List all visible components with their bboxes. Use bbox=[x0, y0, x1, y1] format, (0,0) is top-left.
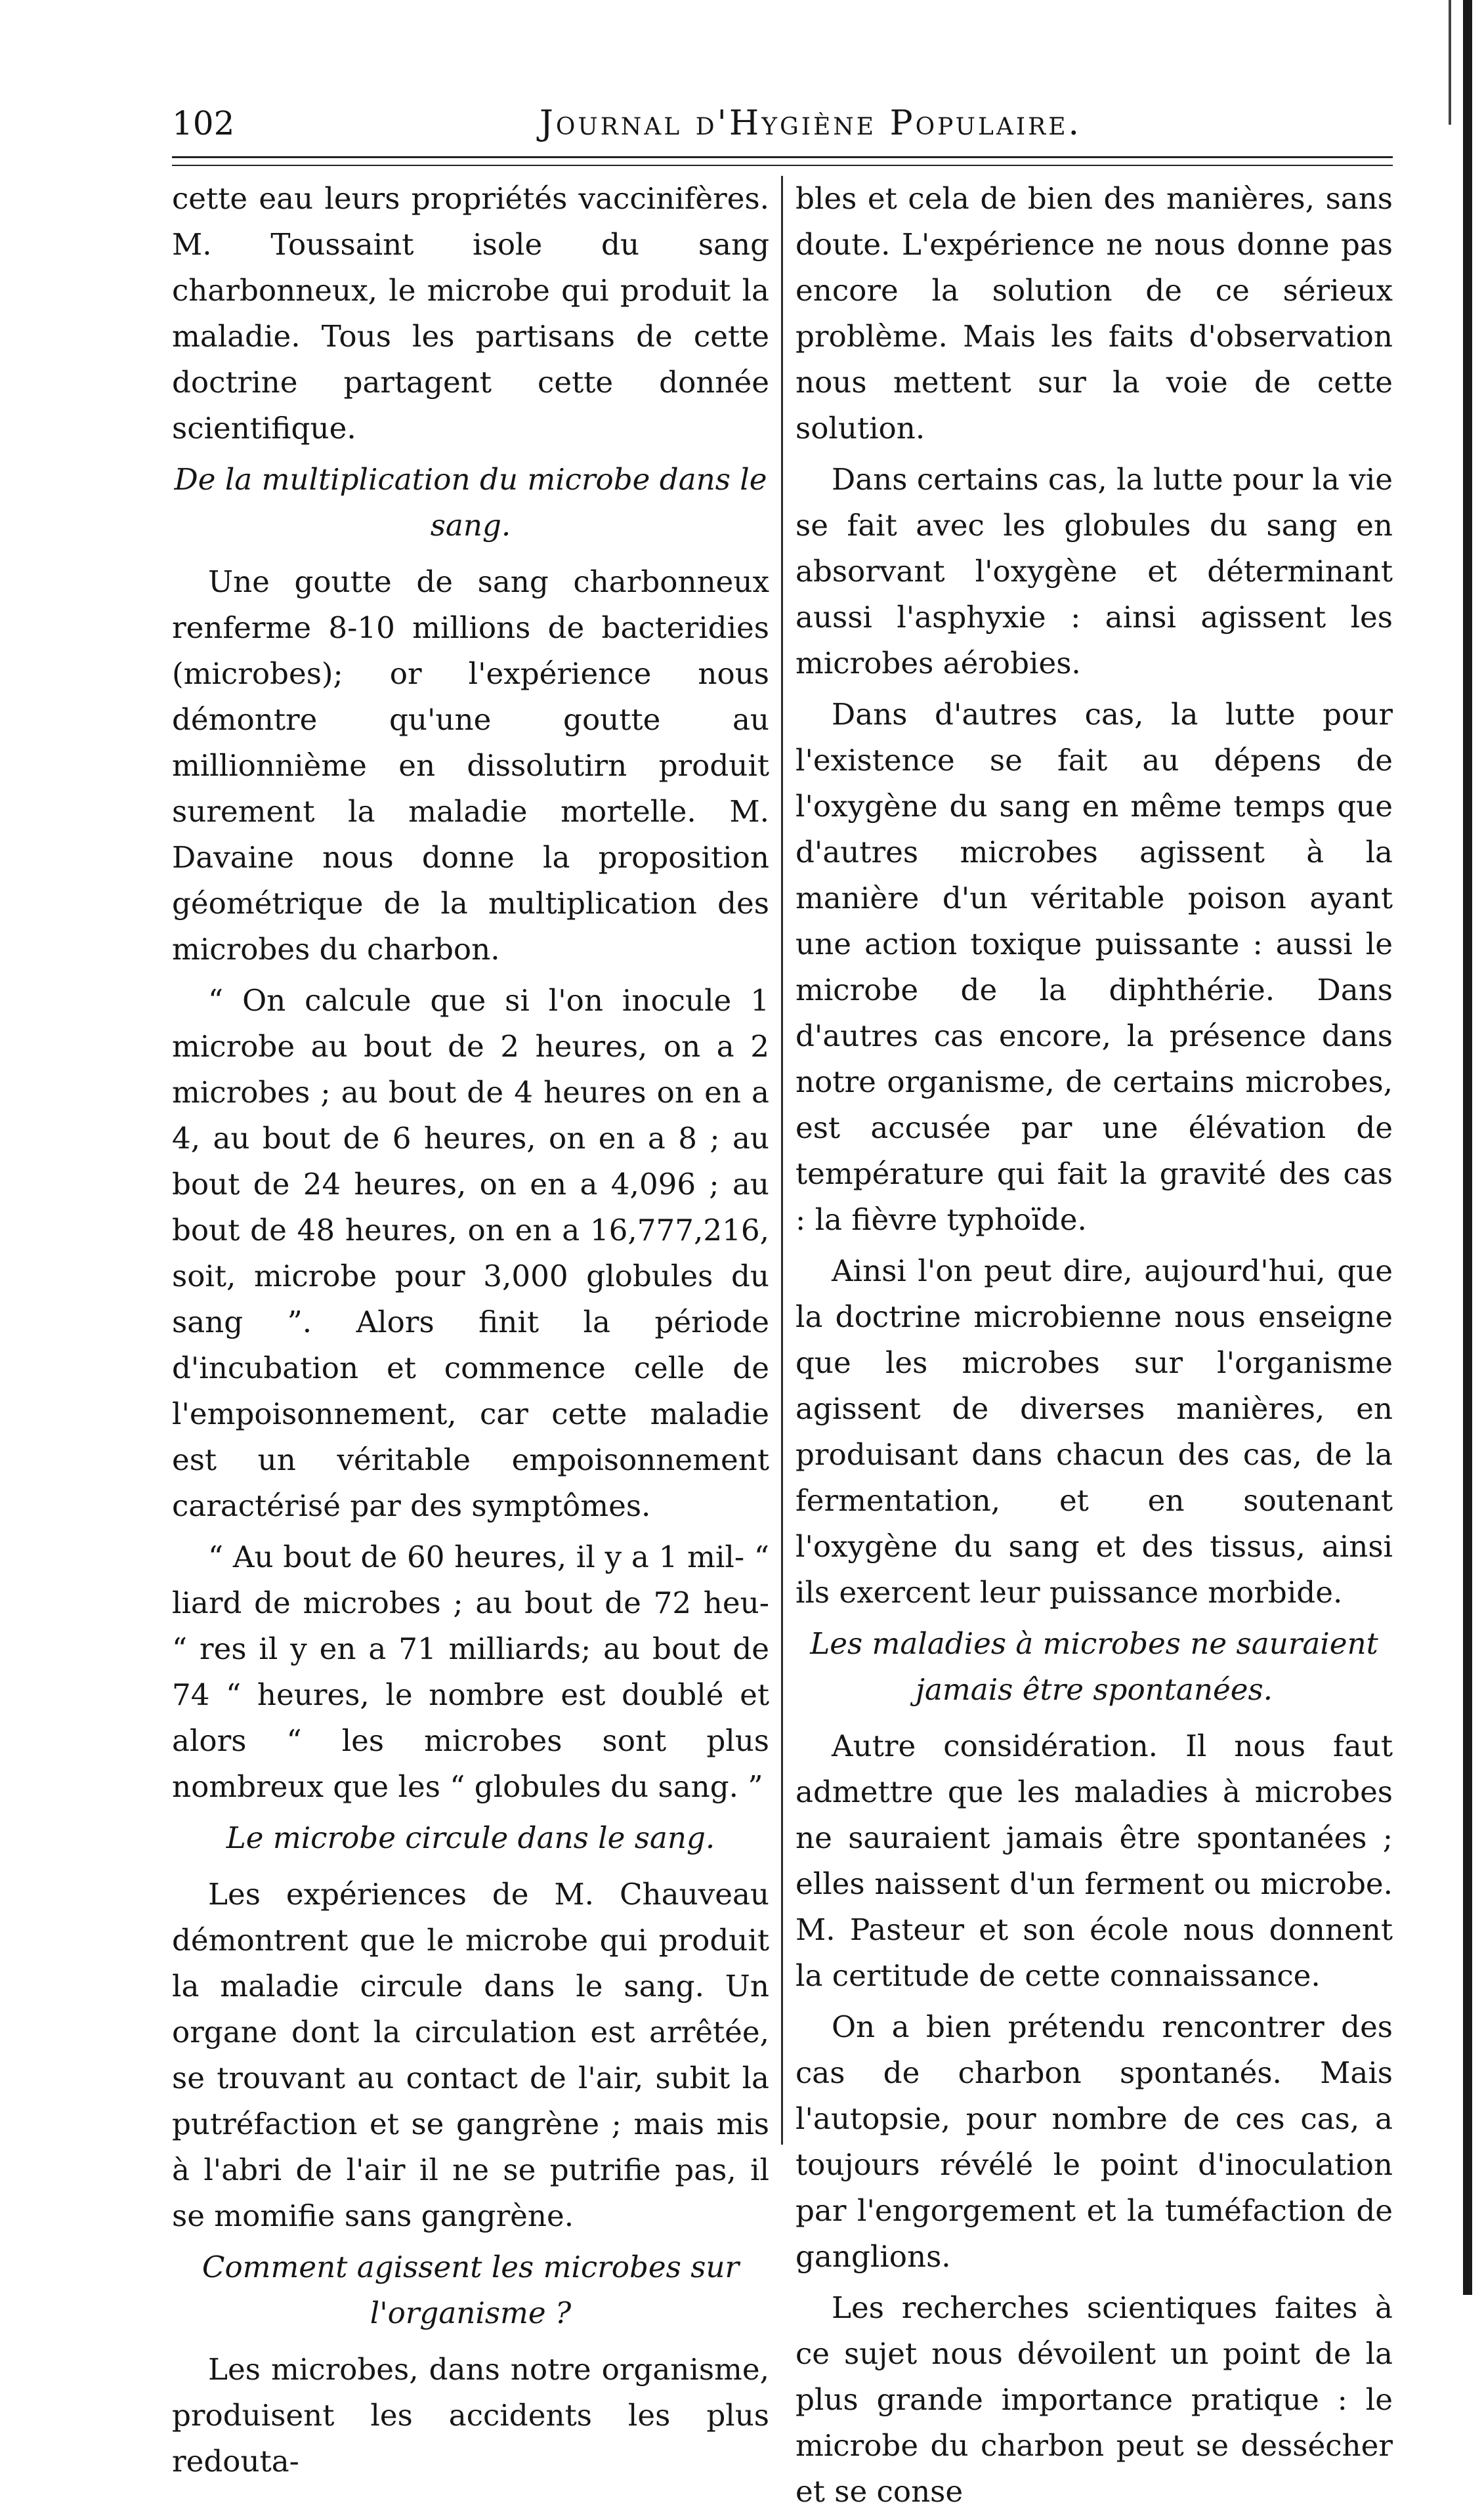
paragraph: Autre considération. Il nous faut admettre que les maladies à microbes ne sauraient jamais être spontanées ; elles naissent d'un ferment ou microbe. M. Pasteur et son école nous donnent la certitude de cette connaissance. bbox=[795, 1729, 1393, 1993]
section-heading: Le microbe circule dans le sang. bbox=[226, 1820, 715, 1855]
section-heading: Comment agissent les microbes sur l'organisme ? bbox=[201, 2250, 740, 2330]
section-heading: Les maladies à microbes ne sauraient jamais être spontanées. bbox=[810, 1626, 1378, 1707]
paragraph: Dans d'autres cas, la lutte pour l'existence se fait au dépens de l'oxygène du sang en même temps que d'autres microbes agissent à la manière d'un véritable poison ayant une action toxique puissante : aussi le microbe de la diphthérie. Dans d'autres cas encore, la présence dans notre organisme, de certains microbes, est accusée par une élévation de température qui fait la gravité des cas : la fièvre typhoïde. bbox=[795, 697, 1393, 1237]
header-rule bbox=[172, 156, 1393, 166]
paragraph: Une goutte de sang charbonneux renferme 8-10 millions de bacteridies (microbes); or l'expérience nous démontre qu'une goutte au millionnième en dissolutirn produit surement la maladie mortelle. M. Davaine nous donne la proposition géométrique de la multiplication des microbes du charbon. bbox=[172, 564, 769, 967]
paragraph: Ainsi l'on peut dire, aujourd'hui, que la doctrine microbienne nous enseigne que les microbes sur l'organisme agissent de diverses manières, en produisant dans chacun des cas, de la fermentation, et en soutenant l'oxygène du sang et des tissus, ainsi ils exercent leur puissance morbide. bbox=[795, 1253, 1393, 1610]
page-header bbox=[172, 97, 1406, 150]
right-column bbox=[795, 176, 1393, 2520]
paragraph: Les recherches scientiques faites à ce sujet nous dévoilent un point de la plus grande importance pratique : le microbe du charbon peut se dessécher et se conse bbox=[795, 2290, 1393, 2509]
scan-edge-mark bbox=[1449, 0, 1451, 125]
paragraph: On a bien prétendu rencontrer des cas de charbon spontanés. Mais l'autopsie, pour nombre de ces cas, a toujours révélé le point d'inoculation par l'engorgement et la tuméfaction de ganglions. bbox=[795, 2009, 1393, 2274]
section-heading: De la multiplication du microbe dans le sang. bbox=[174, 462, 767, 543]
scan-edge-shadow bbox=[1463, 0, 1472, 2295]
paragraph: “ On calcule que si l'on inocule 1 microbe au bout de 2 heures, on a 2 microbes ; au bout de 4 heures on en a 4, au bout de 6 heures, on en a 8 ; au bout de 24 heures, on en a 4,096 ; au bout de 48 heures, on en a 16,777,216, soit, microbe pour 3,000 globules du sang ”. Alors finit la période d'incubation et commence celle de l'empoisonnement, car cette maladie est un véritable empoisonnement caractérisé par des symptômes. bbox=[172, 983, 769, 1523]
running-title: Journal d'Hygiène Populaire. bbox=[540, 104, 1082, 143]
paragraph: Les microbes, dans notre organisme, produisent les accidents les plus redouta- bbox=[172, 2352, 769, 2479]
paragraph: Dans certains cas, la lutte pour la vie se fait avec les globules du sang en absorvant l'oxygène et déterminant aussi l'asphyxie : ainsi agissent les microbes aérobies. bbox=[795, 462, 1393, 681]
paragraph: Les expériences de M. Chauveau démontrent que le microbe qui produit la maladie circule dans le sang. Un organe dont la circulation est arrêtée, se trouvant au contact de l'air, subit la putréfaction et se gangrène ; mais mis à l'abri de l'air il ne se putrifie pas, il se momifie sans gangrène. bbox=[172, 1877, 769, 2233]
quotation: “ Au bout de 60 heures, il y a 1 mil- “ liard de microbes ; au bout de 72 heu- “ res il y en a 71 milliards; au bout de 74 “ heures, le nombre est doublé et alors “ les microbes sont plus nombreux que les “ globules du sang. ” bbox=[172, 1540, 769, 1804]
column-divider bbox=[781, 176, 783, 2145]
left-column bbox=[172, 176, 769, 2490]
page-number: 102 bbox=[172, 104, 235, 142]
paragraph: bles et cela de bien des manières, sans doute. L'expérience ne nous donne pas encore la solution de ce sérieux problème. Mais les faits d'observation nous mettent sur la voie de cette solution. bbox=[795, 181, 1393, 446]
paragraph: cette eau leurs propriétés vaccinifères. M. Toussaint isole du sang charbonneux, le microbe qui produit la maladie. Tous les partisans de cette doctrine partagent cette donnée scientifique. bbox=[172, 181, 769, 446]
